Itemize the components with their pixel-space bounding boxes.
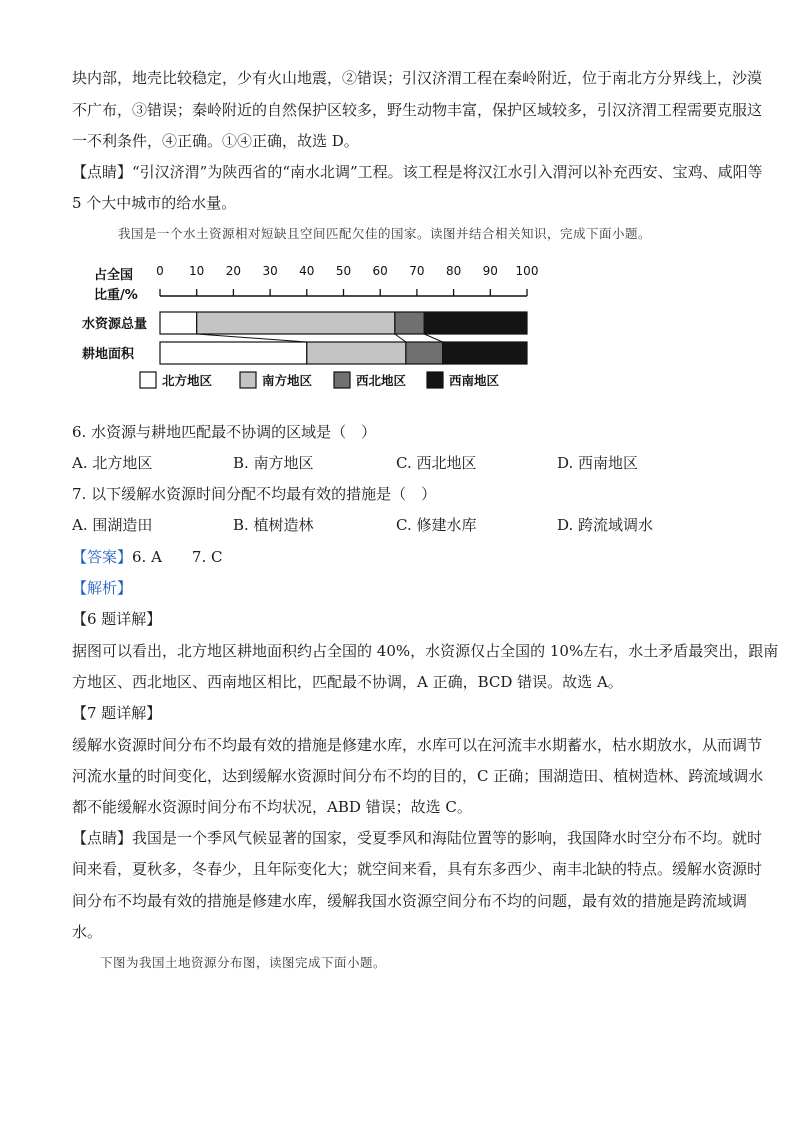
question-7-stem: 7. 以下缓解水资源时间分配不均最有效的措施是（ ） bbox=[72, 485, 437, 503]
answer-text: 6. A 7. C bbox=[132, 548, 223, 566]
detail-7-line: 河流水量的时间变化，达到缓解水资源时间分布不均的目的，C 正确；围湖造田、植树造林、跨流域调水 bbox=[72, 767, 764, 785]
bar-segment bbox=[406, 342, 443, 364]
tip2-line: 间分布不均最有效的措施是修建水库，缓解我国水资源空间分布不均的问题，最有效的措施是跨流域调 bbox=[72, 892, 748, 910]
connector-line bbox=[424, 334, 442, 342]
detail-7-title: 【7 题详解】 bbox=[72, 704, 162, 722]
q6-option-a[interactable]: A. 北方地区 bbox=[72, 454, 153, 472]
connector-line bbox=[197, 334, 307, 342]
tip-paragraph-line: 5 个大中城市的给水量。 bbox=[72, 194, 237, 212]
tick-label: 10 bbox=[189, 264, 205, 278]
bar-segment bbox=[424, 312, 527, 334]
tip2-line: 水。 bbox=[72, 923, 103, 941]
q6-option-c[interactable]: C. 西北地区 bbox=[396, 454, 477, 472]
tip2-line: 【点睛】我国是一个季风气候显著的国家，受夏季风和海陆位置等的影响，我国降水时空分布不均。就时 bbox=[72, 829, 763, 847]
paragraph-line: 一不利条件，④正确。①④正确，故选 D。 bbox=[72, 132, 359, 150]
intro-note: 我国是一个水土资源相对短缺且空间匹配欠佳的国家。读图并结合相关知识，完成下面小题。 bbox=[118, 226, 652, 241]
tick-label: 60 bbox=[372, 264, 388, 278]
tip-paragraph-line: 【点睛】“引汉济渭”为陕西省的“南水北调”工程。该工程是将汉江水引入渭河以补充西安、宝鸡、咸阳等 bbox=[72, 163, 763, 181]
legend-label: 西北地区 bbox=[356, 373, 407, 388]
analysis-label: 【解析】 bbox=[72, 579, 133, 597]
q7-option-d[interactable]: D. 跨流域调水 bbox=[557, 516, 654, 534]
legend-label: 西南地区 bbox=[449, 373, 500, 388]
q7-option-a[interactable]: A. 围湖造田 bbox=[72, 516, 153, 534]
legend-swatch bbox=[334, 372, 350, 388]
bar-segment bbox=[197, 312, 395, 334]
legend-label: 北方地区 bbox=[162, 373, 213, 388]
legend-label: 南方地区 bbox=[262, 373, 313, 388]
bar-segment bbox=[307, 342, 406, 364]
axis-label: 比重/% bbox=[94, 288, 138, 303]
tick-label: 80 bbox=[445, 264, 462, 278]
connector-line bbox=[395, 334, 406, 342]
detail-6-title: 【6 题详解】 bbox=[72, 610, 162, 628]
bar-segment bbox=[160, 342, 307, 364]
axis-label: 占全国 bbox=[94, 268, 134, 283]
legend-swatch bbox=[140, 372, 156, 388]
category-label: 水资源总量 bbox=[82, 317, 148, 332]
q6-option-d[interactable]: D. 西南地区 bbox=[557, 454, 639, 472]
tick-label: 20 bbox=[225, 264, 242, 278]
tick-label: 0 bbox=[156, 264, 164, 278]
tick-label: 50 bbox=[335, 264, 352, 278]
tip2-line: 间来看，夏秋多，冬春少，且年际变化大；就空间来看，具有东多西少、南丰北缺的特点。缓解水资源时 bbox=[72, 860, 763, 878]
detail-7-line: 缓解水资源时间分布不均最有效的措施是修建水库，水库可以在河流丰水期蓄水，枯水期放水，从而调节 bbox=[72, 736, 763, 754]
outro-note: 下图为我国土地资源分布图，读图完成下面小题。 bbox=[100, 955, 387, 970]
answer-line bbox=[72, 547, 722, 567]
tick-label: 40 bbox=[299, 264, 315, 278]
tick-label: 100 bbox=[515, 264, 539, 278]
paragraph-line: 块内部，地壳比较稳定，少有火山地震，②错误；引汉济渭工程在秦岭附近，位于南北方分界线上，沙漠 bbox=[72, 69, 763, 87]
answer-label: 【答案】 bbox=[72, 548, 133, 566]
stacked-bar-chart bbox=[72, 258, 542, 398]
legend-swatch bbox=[240, 372, 256, 388]
detail-6-line: 据图可以看出，北方地区耕地面积约占全国的 40%，水资源仅占全国的 10%左右，水土矛盾最突出，跟南 bbox=[72, 642, 779, 660]
tick-label: 70 bbox=[409, 264, 425, 278]
q7-option-c[interactable]: C. 修建水库 bbox=[396, 516, 477, 534]
bar-segment bbox=[395, 312, 424, 334]
tick-label: 90 bbox=[482, 264, 498, 278]
bar-segment bbox=[443, 342, 527, 364]
q7-option-b[interactable]: B. 植树造林 bbox=[233, 516, 314, 534]
paragraph-line: 不广布，③错误；秦岭附近的自然保护区较多，野生动物丰富，保护区域较多，引汉济渭工程需要克服这 bbox=[72, 101, 763, 119]
bar-segment bbox=[160, 312, 197, 334]
detail-6-line: 方地区、西北地区、西南地区相比，匹配最不协调，A 正确，BCD 错误。故选 A。 bbox=[72, 673, 623, 691]
q6-option-b[interactable]: B. 南方地区 bbox=[233, 454, 314, 472]
question-6-stem: 6. 水资源与耕地匹配最不协调的区域是（ ） bbox=[72, 423, 377, 441]
tick-label: 30 bbox=[262, 264, 278, 278]
legend-swatch bbox=[427, 372, 443, 388]
category-label: 耕地面积 bbox=[82, 347, 135, 362]
detail-7-line: 都不能缓解水资源时间分布不均状况，ABD 错误；故选 C。 bbox=[72, 798, 472, 816]
